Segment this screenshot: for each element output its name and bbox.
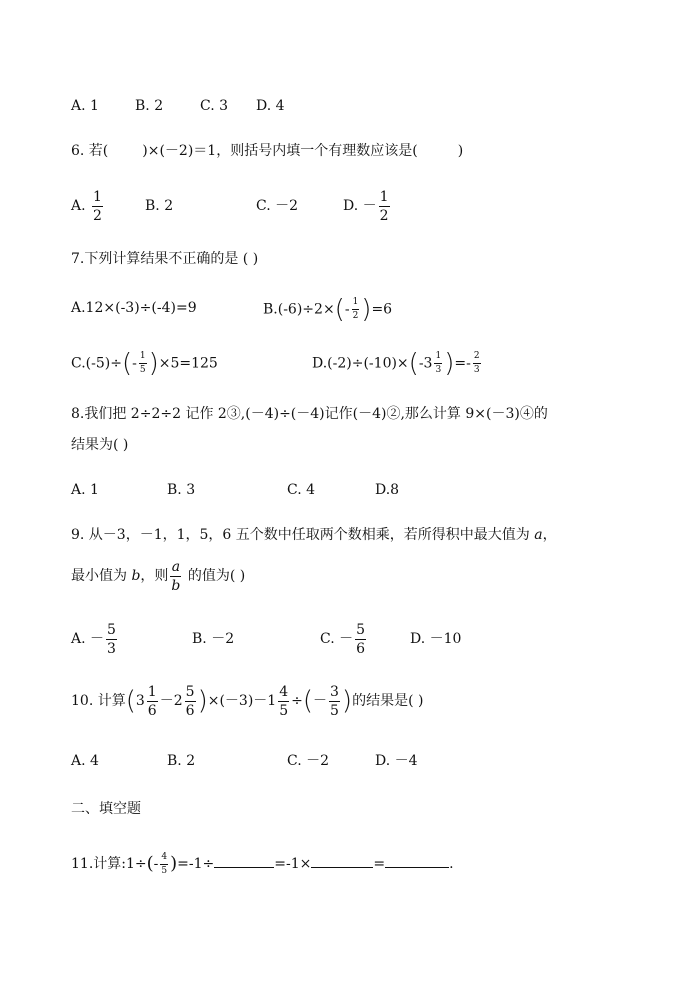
q6-stem-part-a: 6. 若( <box>71 143 109 159</box>
q6-stem-part-c: ) <box>457 143 464 159</box>
q9-line1-comma: ， <box>542 527 557 543</box>
fraction-numerator: 3 <box>330 683 339 700</box>
q7-option-b-prefix: B.(-6)÷2× <box>263 301 335 318</box>
q9-option-b: B. －2 <box>192 631 235 647</box>
q6-option-b: B. 2 <box>145 198 174 214</box>
question-10-stem <box>71 681 423 721</box>
q5-option-b: B. 2 <box>135 98 164 114</box>
fraction-denominator: b <box>171 577 181 594</box>
fraction-denominator: 2 <box>352 311 359 321</box>
question-11 <box>71 852 454 876</box>
q6-option-c: C. －2 <box>256 198 299 214</box>
left-paren: ( <box>408 348 419 379</box>
fraction-denominator: 5 <box>139 365 146 375</box>
q6-option-d-label: D. － <box>343 198 377 214</box>
q9-option-c-fraction <box>355 623 366 656</box>
fraction-denominator: 5 <box>330 702 339 719</box>
q7-option-b <box>263 294 393 325</box>
right-paren: ) <box>170 853 178 874</box>
q7-option-d-result-fraction <box>473 352 481 375</box>
q7-option-d-integer: -3 <box>418 355 433 372</box>
q9-variable-b: b <box>131 568 141 584</box>
q9-line2-then: ，则 <box>140 568 169 584</box>
fraction-numerator: 5 <box>356 621 366 638</box>
fraction-denominator: 5 <box>279 702 289 719</box>
fraction-numerator: 1 <box>434 352 442 364</box>
fraction-numerator: 1 <box>93 188 102 205</box>
left-paren: ( <box>302 686 313 716</box>
q9-ratio-fraction <box>170 560 181 593</box>
q8-option-c: C. 4 <box>287 482 316 498</box>
fraction-numerator: 1 <box>147 683 157 700</box>
q10-option-b: B. 2 <box>167 753 196 769</box>
q7-option-c-prefix: C.(-5)÷ <box>71 355 122 372</box>
q7-option-b-suffix: =6 <box>371 301 393 318</box>
q11-period: . <box>449 856 454 872</box>
q5-option-c: C. 3 <box>200 98 229 114</box>
q6-option-a-label: A. <box>71 198 86 214</box>
question-9-stem-line2 <box>71 556 245 596</box>
question-8-stem-line2: 结果为( ) <box>71 437 129 453</box>
fraction-denominator: 6 <box>185 702 195 719</box>
q9-option-a-fraction <box>106 623 117 656</box>
right-paren: ) <box>444 348 455 379</box>
fraction-numerator: a <box>171 558 181 575</box>
q8-option-b: B. 3 <box>167 482 196 498</box>
answer-blank-2[interactable] <box>311 853 373 868</box>
right-paren: ) <box>361 294 372 325</box>
q7-option-d <box>312 348 483 379</box>
fraction-numerator: 4 <box>279 683 289 700</box>
q11-fraction <box>160 853 168 876</box>
left-paren: ( <box>121 348 133 379</box>
q8-option-a: A. 1 <box>71 482 99 498</box>
left-paren: ( <box>334 294 345 325</box>
fraction-numerator: 1 <box>139 352 147 364</box>
q9-option-d: D. －10 <box>410 631 462 647</box>
fraction-numerator: 1 <box>352 298 360 310</box>
q10-middle: ×(－3)－1 <box>207 693 277 709</box>
fraction-numerator: 4 <box>160 853 168 865</box>
answer-blank-3[interactable] <box>385 853 449 868</box>
q9-option-a-label: A. － <box>71 631 105 647</box>
q7-option-c-suffix: ×5=125 <box>158 355 218 372</box>
q7-option-a: A.12×(-3)÷(-4)=9 <box>71 300 197 316</box>
q9-line1-text: 9. 从－3，－1，1，5，6 五个数中任取两个数相乘，若所得积中最大值为 <box>71 527 535 543</box>
q7-option-d-prefix: D.(-2)÷(-10)× <box>312 355 409 372</box>
q6-option-a-fraction <box>92 190 103 223</box>
right-paren: ) <box>341 686 353 716</box>
q6-option-d-fraction <box>379 190 390 223</box>
question-8-stem-line1: 8.我们把 2÷2÷2 记作 2③,(－4)÷(－4)记作(－4)②,那么计算 9×(－3)④的 <box>71 406 548 422</box>
fraction-denominator: 5 <box>161 865 168 876</box>
q10-fraction-3 <box>278 685 289 718</box>
q10-fraction-4 <box>329 685 340 718</box>
q10-negative: － <box>313 693 327 709</box>
right-paren: ) <box>197 686 208 716</box>
q11-sign: - <box>153 856 159 872</box>
q10-option-a: A. 4 <box>71 753 99 769</box>
q9-variable-a: a <box>534 527 543 543</box>
q5-option-a: A. 1 <box>71 98 99 114</box>
left-paren: ( <box>125 686 136 716</box>
q6-option-d <box>343 186 392 226</box>
question-9-stem-line1 <box>71 525 557 545</box>
q9-option-a <box>71 619 119 659</box>
fraction-denominator: 2 <box>379 207 389 224</box>
q10-option-c: C. －2 <box>287 753 330 769</box>
left-paren: ( <box>146 853 154 874</box>
q11-equals-3: = <box>373 856 386 872</box>
fraction-denominator: 3 <box>435 365 442 375</box>
q7-option-c-fraction <box>139 352 147 375</box>
fraction-denominator: 3 <box>473 365 480 375</box>
section-title: 二、填空题 <box>71 801 141 817</box>
q10-divide: ÷ <box>291 693 303 709</box>
q10-fraction-1 <box>147 685 158 718</box>
fraction-denominator: 3 <box>107 640 116 657</box>
q10-option-d: D. －4 <box>375 753 418 769</box>
q7-option-c-sign: - <box>132 355 137 372</box>
q5-option-d: D. 4 <box>256 98 285 114</box>
fraction-numerator: 5 <box>107 621 116 638</box>
q11-prefix: 11.计算:1÷ <box>71 856 147 872</box>
q8-option-d: D.8 <box>375 482 400 498</box>
q11-equals-2: =-1× <box>274 856 312 872</box>
fraction-denominator: 2 <box>93 207 102 224</box>
q11-equals-1: =-1÷ <box>177 856 215 872</box>
q10-prefix: 10. 计算 <box>71 693 126 709</box>
q6-option-a <box>71 186 105 226</box>
right-paren: ) <box>148 348 159 379</box>
q7-option-d-equals: =- <box>454 355 471 372</box>
q9-option-c <box>320 619 368 659</box>
answer-blank-1[interactable] <box>214 853 274 868</box>
question-6-stem <box>71 141 463 161</box>
q6-stem-part-b: )×(－2)＝1，则括号内填一个有理数应该是( <box>142 143 418 159</box>
fraction-denominator: 6 <box>356 640 366 657</box>
q7-option-d-fraction <box>434 352 442 375</box>
q9-line2-suffix: 的值为( ) <box>183 568 246 584</box>
q10-integer-1: 3 <box>135 693 145 709</box>
q7-option-b-sign: - <box>344 301 350 318</box>
q10-suffix: 的结果是( ) <box>352 693 424 709</box>
fraction-numerator: 1 <box>379 188 389 205</box>
fraction-denominator: 6 <box>147 702 157 719</box>
q7-option-b-fraction <box>352 298 360 321</box>
fraction-numerator: 2 <box>473 352 481 364</box>
q9-line2-text: 最小值为 <box>71 568 132 584</box>
q7-option-c <box>71 348 218 379</box>
q10-fraction-2 <box>185 685 196 718</box>
q9-option-c-label: C. － <box>320 631 354 647</box>
question-7-stem: 7.下列计算结果不正确的是 ( ) <box>71 251 259 267</box>
q10-minus-2: －2 <box>159 693 183 709</box>
fraction-numerator: 5 <box>185 683 195 700</box>
